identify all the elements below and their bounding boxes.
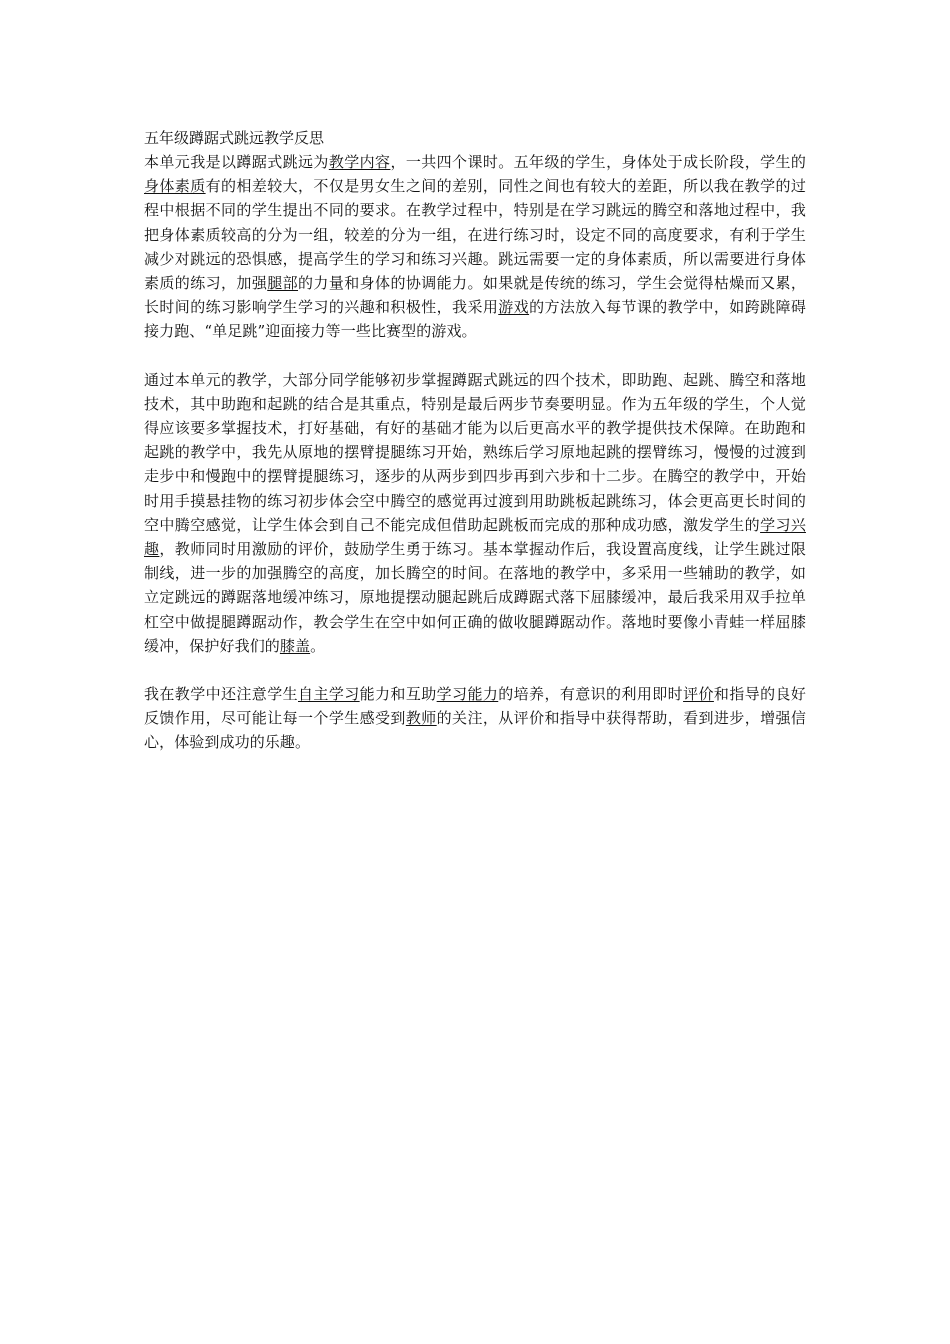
keyword-link[interactable]: 学习能力 [436, 685, 499, 704]
keyword-link[interactable]: 学习兴趣 [144, 515, 806, 559]
paragraph-text: 和指导的良好反馈作用，尽可能让每一个学生感受到 [144, 685, 806, 728]
paragraph-text: 的方法放入每节课的教学中，如跨跳障碍接力跑、“单足跳”迎面接力等一些比赛型的游戏。 [144, 298, 806, 341]
document-body [144, 126, 806, 755]
paragraph-text: 。 [310, 636, 326, 655]
paragraph-text: 本单元我是以蹲踞式跳远为 [144, 153, 329, 171]
paragraph-text: ，教师同时用激励的评价，鼓励学生勇于练习。基本掌握动作后，我设置高度线，让学生跳过限制线，进一步的加强腾空的高度，加长腾空的时间。在落地的教学中，多采用一些辅助的教学，如立定跳远的蹲踞落地缓冲练习，原地提摆动腿起跳后成蹲踞式落下屈膝缓冲，最后我采用双手拉单杠空中做提腿蹲踞动作，教会学生在空中如何正确的做收腿蹲踞动作。落地时要像小青蛙一样屈膝缓冲，保护好我们的 [144, 540, 806, 655]
keyword-link[interactable]: 教学内容 [328, 153, 391, 171]
paragraph-text: 通过本单元的教学，大部分同学能够初步掌握蹲踞式跳远的四个技术，即助跑、起跳、腾空和落地技术，其中助跑和起跳的结合是其重点，特别是最后两步节奏要明显。作为五年级的学生，个人觉得应该要多掌握技术，打好基础，有好的基础才能为以后更高水平的教学提供技术保障。在助跑和起跳的教学中，我先从原地的摆臂提腿练习开始，熟练后学习原地起跳的摆臂练习，慢慢的过渡到走步中和慢跑中的摆臂提腿练习，逐步的从两步到四步再到六步和十二步。在腾空的教学中，开始时用手摸悬挂物的练习初步体会空中腾空的感觉再过渡到用助跳板起跳练习，体会更高更长时间的空中腾空感觉，让学生体会到自己不能完成但借助起跳板而完成的那种成功感，激发学生的 [144, 370, 806, 534]
document-title: 五年级蹲踞式跳远教学反思 [144, 129, 325, 147]
paragraph-1 [144, 150, 806, 344]
paragraph-text: ，一共四个课时。五年级的学生，身体处于成长阶段，学生的 [390, 153, 806, 171]
keyword-link[interactable]: 游戏 [498, 298, 530, 317]
keyword-link[interactable]: 膝盖 [279, 636, 311, 655]
paragraph-text: 我在教学中还注意学生 [144, 685, 299, 704]
keyword-link[interactable]: 教师 [405, 709, 437, 728]
keyword-link[interactable]: 自主学习 [298, 685, 360, 704]
paragraph-text: 的培养，有意识的利用即时 [498, 685, 684, 704]
paragraph-2 [144, 368, 806, 658]
keyword-link[interactable]: 腿部 [267, 274, 299, 293]
paragraph-text: 的关注，从评价和指导中获得帮助，看到进步，增强信心，体验到成功的乐趣。 [144, 709, 807, 752]
paragraph-text: 的力量和身体的协调能力。如果就是传统的练习，学生会觉得枯燥而又累，长时间的练习影响学生学习的兴趣和积极性，我采用 [144, 274, 806, 317]
keyword-link[interactable]: 身体素质 [144, 177, 206, 196]
paragraph-3 [144, 682, 806, 755]
paragraph-text: 能力和互助 [359, 685, 437, 704]
paragraph-text: 有的相差较大，不仅是男女生之间的差别，同性之间也有较大的差距，所以我在教学的过程中根据不同的学生提出不同的要求。在教学过程中，特别是在学习跳远的腾空和落地过程中，我把身体素质较高的分为一组，较差的分为一组，在进行练习时，设定不同的高度要求，有利于学生减少对跳远的恐惧感，提高学生的学习和练习兴趣。跳远需要一定的身体素质，所以需要进行身体素质的练习，加强 [144, 177, 806, 293]
paragraph-list [144, 150, 806, 755]
keyword-link[interactable]: 评价 [683, 685, 714, 704]
